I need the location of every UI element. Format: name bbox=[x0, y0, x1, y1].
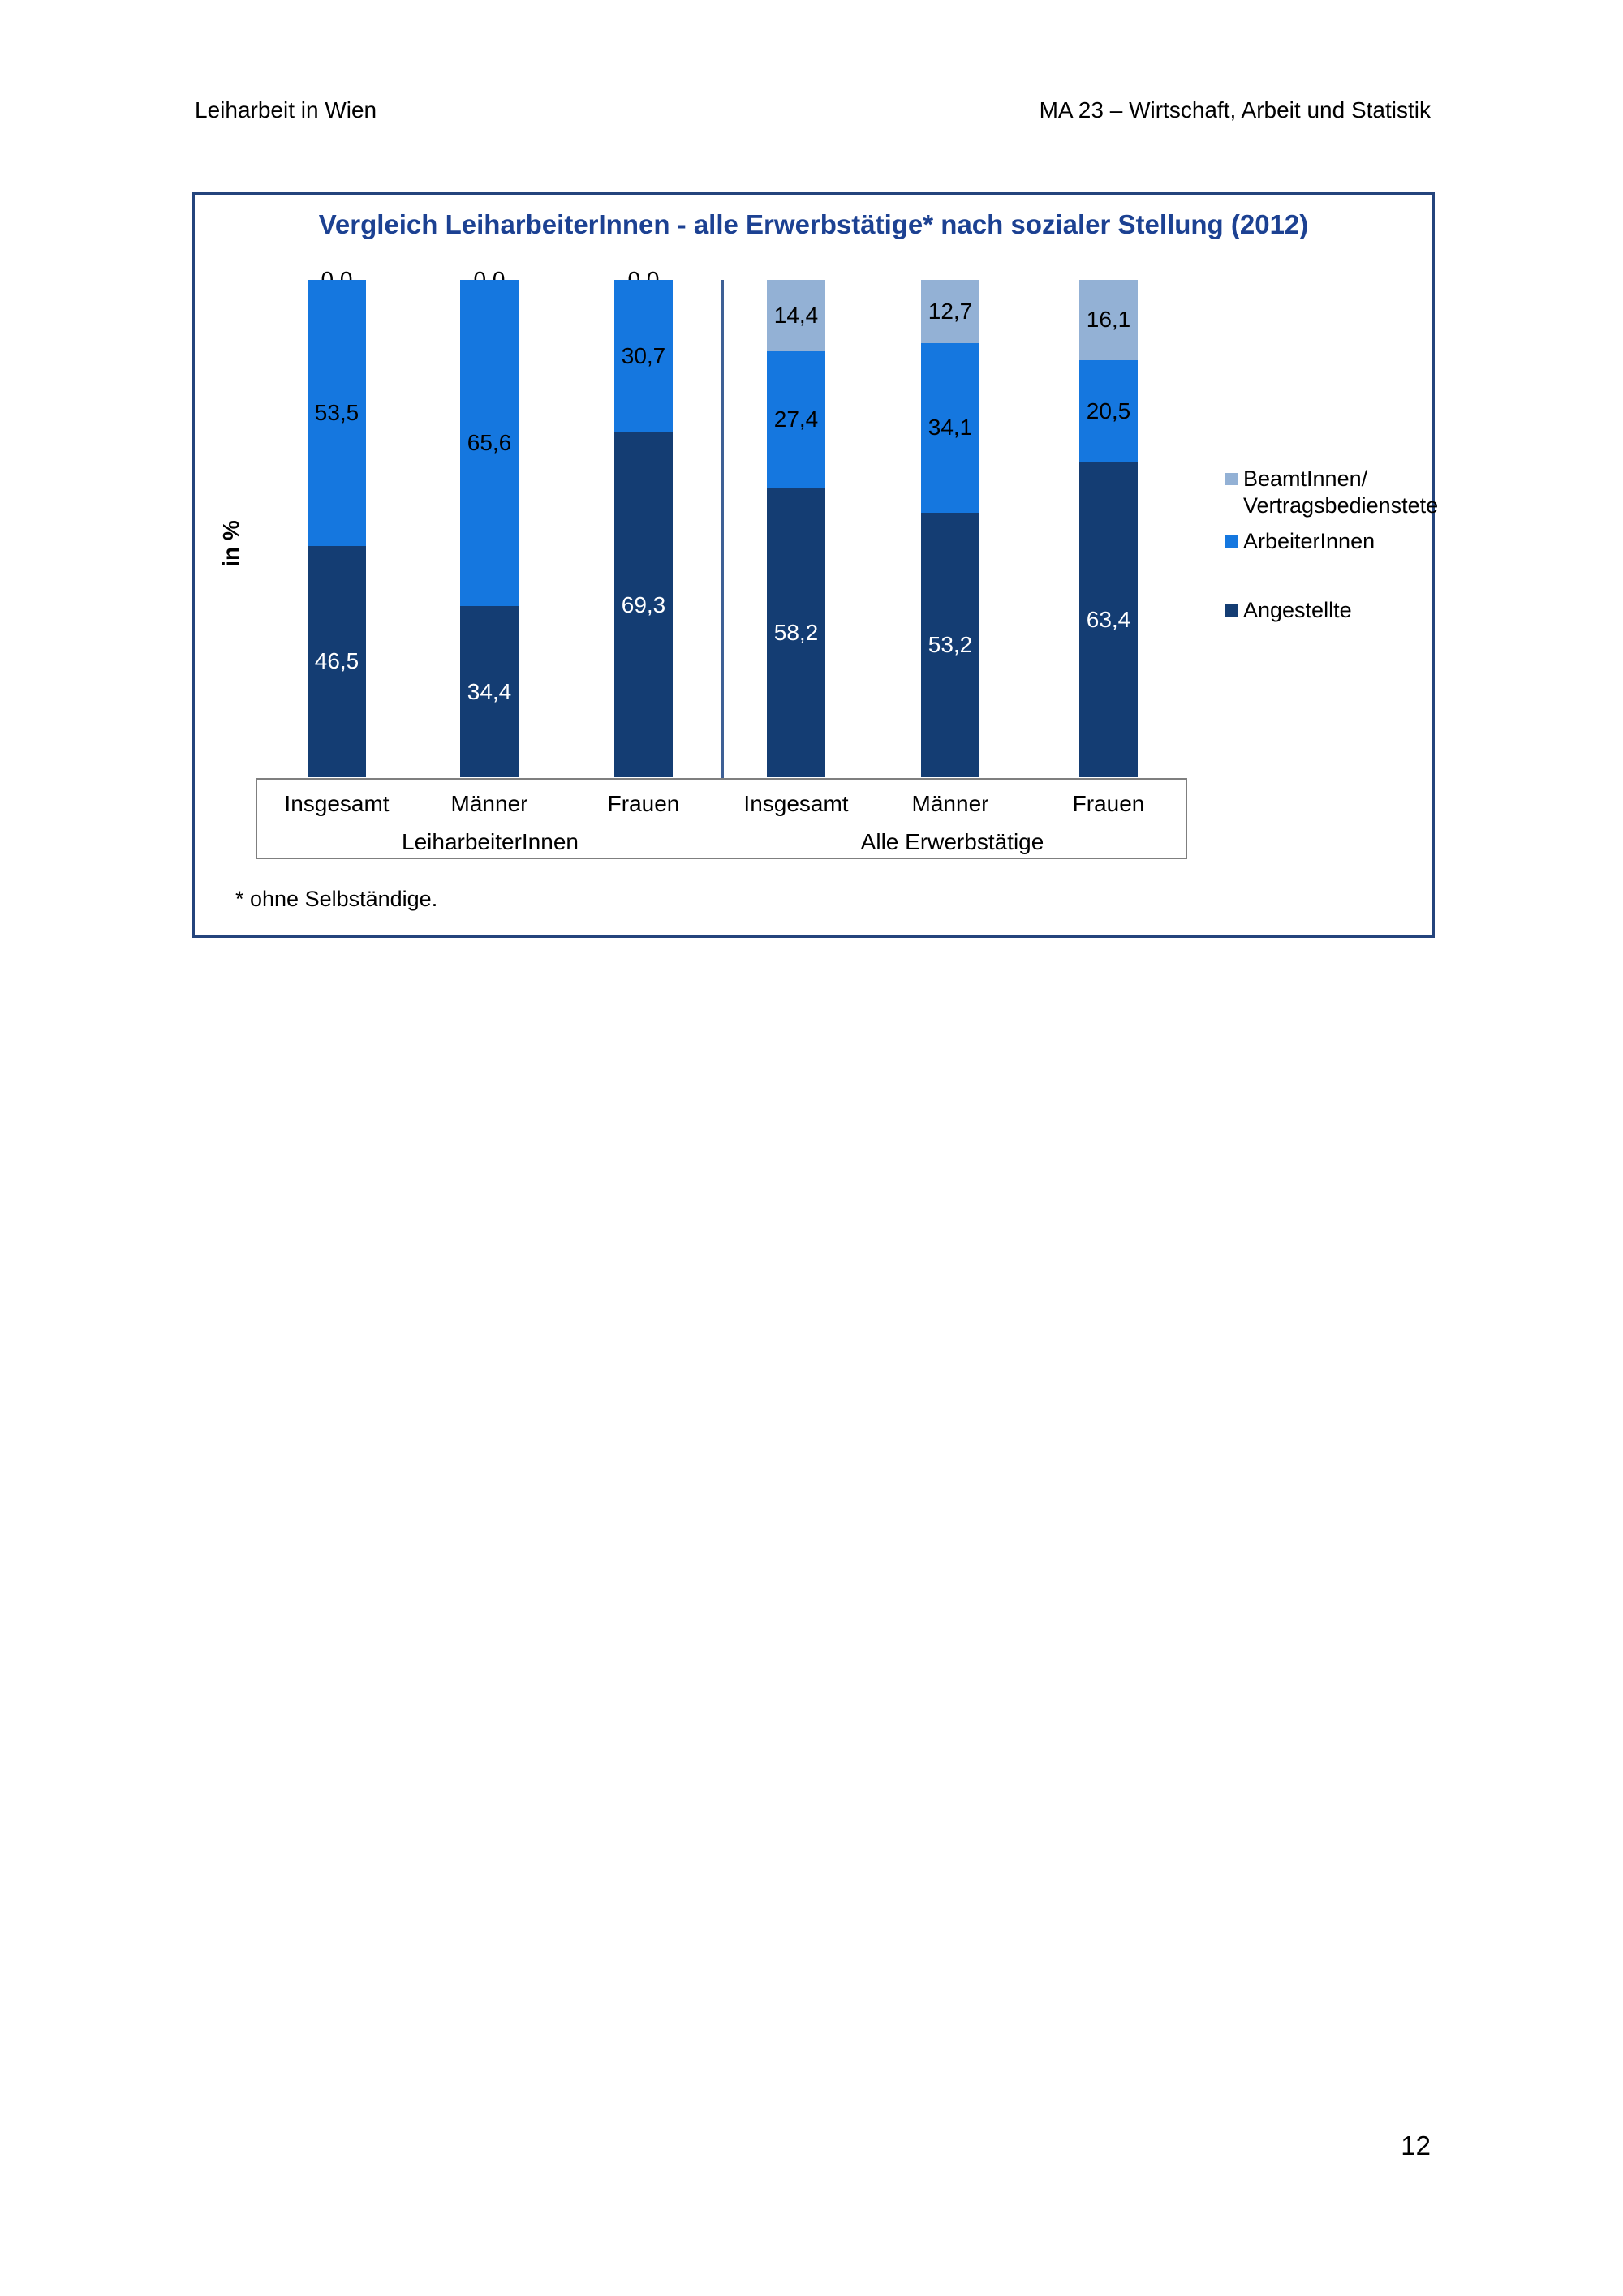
group-label: LeiharbeiterInnen bbox=[402, 829, 579, 854]
bar-value-label: 16,1 bbox=[1086, 307, 1131, 333]
legend-label: ArbeiterInnen bbox=[1243, 529, 1375, 553]
bar-value-label: 46,5 bbox=[314, 648, 359, 674]
legend-entry bbox=[1225, 597, 1352, 624]
category-label: Männer bbox=[911, 791, 989, 816]
category-label: Frauen bbox=[1072, 791, 1145, 816]
legend-swatch bbox=[1225, 535, 1238, 548]
bar-value-label: 12,7 bbox=[928, 298, 973, 324]
legend-label: Angestellte bbox=[1243, 598, 1352, 622]
bar-value-label: 69,3 bbox=[621, 591, 666, 617]
bar-value-label: 20,5 bbox=[1086, 398, 1131, 424]
legend-swatch bbox=[1225, 604, 1238, 617]
legend-entry bbox=[1225, 466, 1438, 519]
bar-value-label: 27,4 bbox=[773, 406, 819, 432]
chart-title: Vergleich LeiharbeiterInnen - alle Erwerbstätige* nach sozialer Stellung (2012) bbox=[318, 209, 1309, 239]
chart-frame bbox=[192, 192, 1439, 938]
bar-value-label: 53,5 bbox=[314, 399, 359, 425]
category-label: Insgesamt bbox=[743, 791, 849, 816]
bar-value-label: 53,2 bbox=[928, 631, 973, 657]
bar-value-label: 58,2 bbox=[773, 619, 819, 645]
bar-value-label: 14,4 bbox=[773, 303, 819, 329]
header-right: MA 23 – Wirtschaft, Arbeit und Statistik bbox=[1039, 97, 1431, 123]
category-label: Insgesamt bbox=[284, 791, 390, 816]
category-axis-box bbox=[256, 778, 1187, 859]
chart-footnote: * ohne Selbständige. bbox=[235, 887, 438, 911]
bar-value-label: 65,6 bbox=[467, 430, 512, 456]
legend-entry bbox=[1225, 528, 1375, 555]
bar-value-label: 34,1 bbox=[928, 415, 973, 441]
group-label: Alle Erwerbstätige bbox=[860, 829, 1044, 854]
bar-value-label: 63,4 bbox=[1086, 606, 1131, 632]
y-axis-label: in % bbox=[218, 520, 243, 567]
legend-label: BeamtInnen/ Vertragsbedienstete bbox=[1243, 467, 1439, 518]
category-label: Männer bbox=[450, 791, 528, 816]
page-number: 12 bbox=[1401, 2130, 1431, 2161]
legend-swatch bbox=[1225, 473, 1238, 485]
category-label: Frauen bbox=[607, 791, 680, 816]
header-left: Leiharbeit in Wien bbox=[195, 97, 377, 123]
bar-value-label: 30,7 bbox=[621, 343, 666, 369]
bar-value-label: 34,4 bbox=[467, 678, 512, 704]
group-divider-line bbox=[721, 280, 724, 856]
